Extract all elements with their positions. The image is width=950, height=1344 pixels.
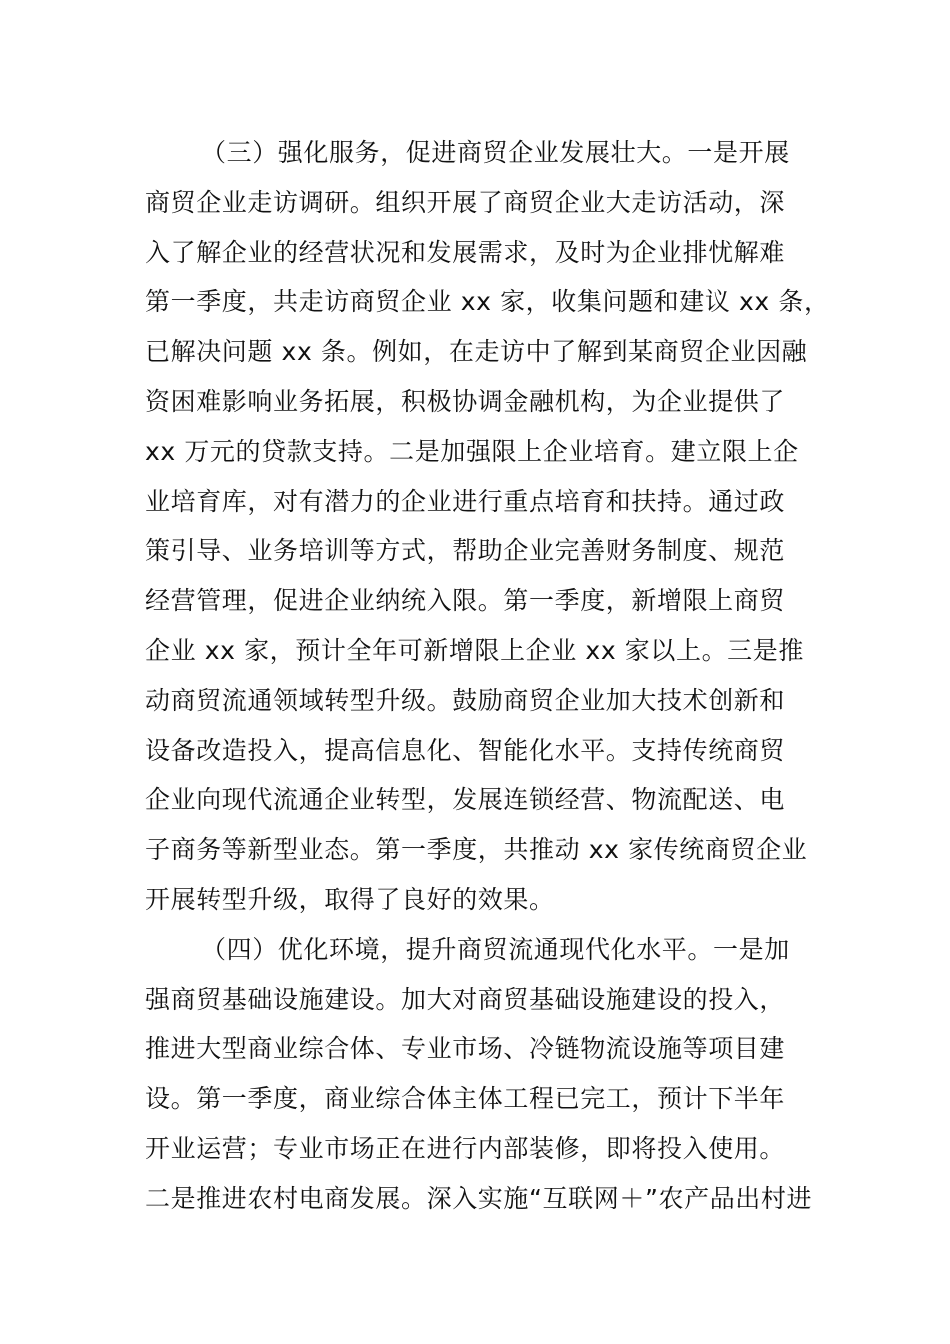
paragraph-line: 业培育库，对有潜力的企业进行重点培育和扶持。通过政 [145, 486, 786, 516]
paragraph-line: （四）优化环境，提升商贸流通现代化水平。一是加 [201, 934, 790, 964]
paragraph-line: xx 万元的贷款支持。二是加强限上企业培育。建立限上企 [145, 436, 799, 466]
paragraph-line: 经营管理，促进企业纳统入限。第一季度，新增限上商贸 [145, 586, 786, 616]
paragraph-4 [145, 925, 825, 1224]
paragraph-line: 策引导、业务培训等方式，帮助企业完善财务制度、规范 [145, 536, 786, 566]
paragraph-line: 设。第一季度，商业综合体主体工程已完工，预计下半年 [145, 1084, 786, 1114]
paragraph-line: 第一季度，共走访商贸企业 xx 家，收集问题和建议 xx 条， [145, 287, 830, 317]
paragraph-line: 开业运营；专业市场正在进行内部装修，即将投入使用。 [145, 1133, 786, 1163]
paragraph-line: 已解决问题 xx 条。例如，在走访中了解到某商贸企业因融 [145, 337, 808, 367]
document-body [145, 128, 830, 1224]
paragraph-line: 动商贸流通领域转型升级。鼓励商贸企业加大技术创新和 [145, 685, 786, 715]
paragraph-line: 二是推进农村电商发展。深入实施“互联网＋”农产品出村进 [145, 1183, 813, 1213]
paragraph-line: 推进大型商业综合体、专业市场、冷链物流设施等项目建 [145, 1034, 786, 1064]
paragraph-line: 设备改造投入，提高信息化、智能化水平。支持传统商贸 [145, 735, 786, 765]
paragraph-3 [145, 128, 830, 925]
paragraph-line: 子商务等新型业态。第一季度，共推动 xx 家传统商贸企业 [145, 835, 808, 865]
paragraph-line: 开展转型升级，取得了良好的效果。 [145, 884, 555, 914]
paragraph-line: 企业 xx 家，预计全年可新增限上企业 xx 家以上。三是推 [145, 635, 804, 665]
paragraph-line: 入了解企业的经营状况和发展需求，及时为企业排忧解难 [145, 237, 786, 267]
paragraph-line: 资困难影响业务拓展，积极协调金融机构，为企业提供了 [145, 386, 786, 416]
paragraph-line: 企业向现代流通企业转型，发展连锁经营、物流配送、电 [145, 785, 786, 815]
paragraph-line: 商贸企业走访调研。组织开展了商贸企业大走访活动，深 [145, 187, 786, 217]
paragraph-line: （三）强化服务，促进商贸企业发展壮大。一是开展 [201, 138, 790, 167]
paragraph-line: 强商贸基础设施建设。加大对商贸基础设施建设的投入， [145, 984, 786, 1014]
